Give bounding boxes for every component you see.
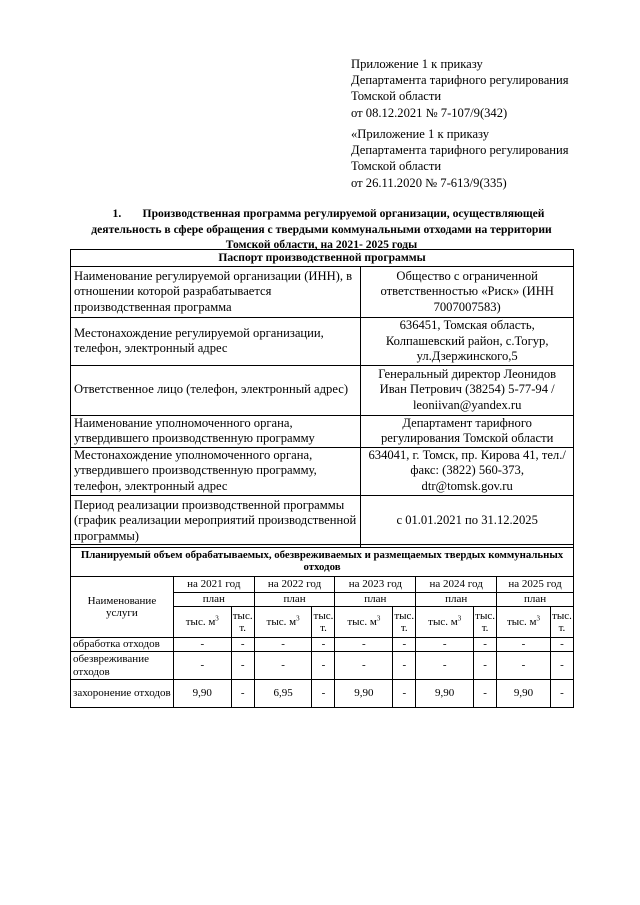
value-cell: -: [173, 652, 231, 680]
passport-value: с 01.01.2021 по 31.12.2025: [361, 495, 574, 547]
passport-value: 634041, г. Томск, пр. Кирова 41, тел./факс: (3822) 560-373, dtr@tomsk.gov.ru: [361, 447, 574, 495]
appendix-previous: [351, 126, 611, 191]
unit-t: тыс. т.: [474, 607, 497, 638]
year-header: на 2022 год: [254, 577, 335, 593]
plan-header: план: [335, 593, 416, 607]
value-cell: -: [231, 652, 254, 680]
value-cell: -: [474, 680, 497, 708]
appendix-line: от 26.11.2020 № 7-613/9(335): [351, 175, 507, 190]
value-cell: -: [335, 652, 393, 680]
table-row: [71, 680, 574, 708]
value-cell: -: [497, 638, 551, 652]
plan-header: план: [416, 593, 497, 607]
volumes-title: Планируемый объем обрабатываемых, обезвреживаемых и размещаемых твердых коммунальных отходов: [71, 545, 574, 577]
passport-title: Паспорт производственной программы: [71, 250, 574, 267]
passport-table: [70, 249, 574, 548]
value-cell: -: [254, 652, 312, 680]
service-name: обработка отходов: [71, 638, 174, 652]
value-cell: -: [497, 652, 551, 680]
unit-m3: тыс. $м^3$: [254, 607, 312, 638]
value-cell: 6,95: [254, 680, 312, 708]
value-cell: -: [550, 652, 573, 680]
unit-t: тыс. т.: [393, 607, 416, 638]
section-title: Производственная программа регулируемой организации, осуществляющей деятельность в сфере обращения с твердыми коммунальными отходами на территории Томской области, на 2021- 2025 годы: [91, 207, 552, 251]
value-cell: -: [173, 638, 231, 652]
unit-t: тыс. т.: [312, 607, 335, 638]
value-cell: -: [474, 638, 497, 652]
appendix-line: Томской области: [351, 159, 442, 174]
appendix-line: Департамента тарифного регулирования: [351, 143, 569, 158]
table-row: [71, 638, 574, 652]
value-cell: -: [550, 680, 573, 708]
value-cell: -: [393, 652, 416, 680]
section-heading: [70, 206, 573, 253]
service-name: захоронение отходов: [71, 680, 174, 708]
unit-m3: тыс. $м^3$: [173, 607, 231, 638]
year-header: на 2023 год: [335, 577, 416, 593]
unit-t: тыс. т.: [231, 607, 254, 638]
appendix-line: Приложение 1 к приказу: [351, 57, 483, 71]
passport-label: Период реализации производственной программы (график реализации мероприятий производственной программы): [71, 495, 361, 547]
passport-label: Наименование регулируемой организации (ИНН), в отношении которой разрабатывается производственная программа: [71, 267, 361, 318]
passport-value: Департамент тарифного регулирования Томской области: [361, 415, 574, 447]
passport-label: Местонахождение регулируемой организации, телефон, электронный адрес: [71, 318, 361, 366]
value-cell: -: [254, 638, 312, 652]
value-cell: -: [312, 638, 335, 652]
value-cell: -: [312, 652, 335, 680]
unit-m3: тыс. $м^3$: [335, 607, 393, 638]
passport-value: Общество с ограниченной ответственностью «Риск» (ИНН 7007007583): [361, 267, 574, 318]
passport-value: 636451, Томская область, Колпашевский район, с.Тогур, ул.Дзержинского,5: [361, 318, 574, 366]
plan-header: план: [254, 593, 335, 607]
section-number: 1.: [112, 207, 122, 220]
value-cell: -: [231, 680, 254, 708]
service-name: обезвреживание отходов: [71, 652, 174, 680]
unit-t: тыс. т.: [550, 607, 573, 638]
passport-value: Генеральный директор Леонидов Иван Петрович (38254) 5-77-94 / leoniivan@yandex.ru: [361, 365, 574, 415]
unit-m3: тыс. $м^3$: [416, 607, 474, 638]
value-cell: -: [416, 652, 474, 680]
value-cell: -: [393, 680, 416, 708]
volumes-table: [70, 544, 574, 708]
plan-header: план: [497, 593, 574, 607]
value-cell: -: [474, 652, 497, 680]
value-cell: -: [312, 680, 335, 708]
value-cell: -: [231, 638, 254, 652]
appendix-line: Томской области: [351, 89, 442, 104]
year-header: на 2024 год: [416, 577, 497, 593]
table-row: [71, 652, 574, 680]
appendix-line: Департамента тарифного регулирования: [351, 73, 569, 88]
appendix-line: «Приложение 1 к приказу: [351, 127, 490, 141]
passport-label: Местонахождение уполномоченного органа, утвердившего производственную программу, телефон, электронный адрес: [71, 447, 361, 495]
plan-header: план: [173, 593, 254, 607]
value-cell: 9,90: [497, 680, 551, 708]
year-header: на 2021 год: [173, 577, 254, 593]
unit-m3: тыс. $м^3$: [497, 607, 551, 638]
passport-label: Ответственное лицо (телефон, электронный адрес): [71, 365, 361, 415]
appendix-line: от 08.12.2021 № 7-107/9(342): [351, 105, 508, 120]
value-cell: -: [550, 638, 573, 652]
service-header: Наименование услуги: [71, 577, 174, 638]
value-cell: 9,90: [416, 680, 474, 708]
value-cell: 9,90: [173, 680, 231, 708]
year-header: на 2025 год: [497, 577, 574, 593]
value-cell: -: [393, 638, 416, 652]
value-cell: 9,90: [335, 680, 393, 708]
value-cell: -: [416, 638, 474, 652]
appendix-current: [351, 56, 611, 121]
value-cell: -: [335, 638, 393, 652]
passport-label: Наименование уполномоченного органа, утвердившего производственную программу: [71, 415, 361, 447]
